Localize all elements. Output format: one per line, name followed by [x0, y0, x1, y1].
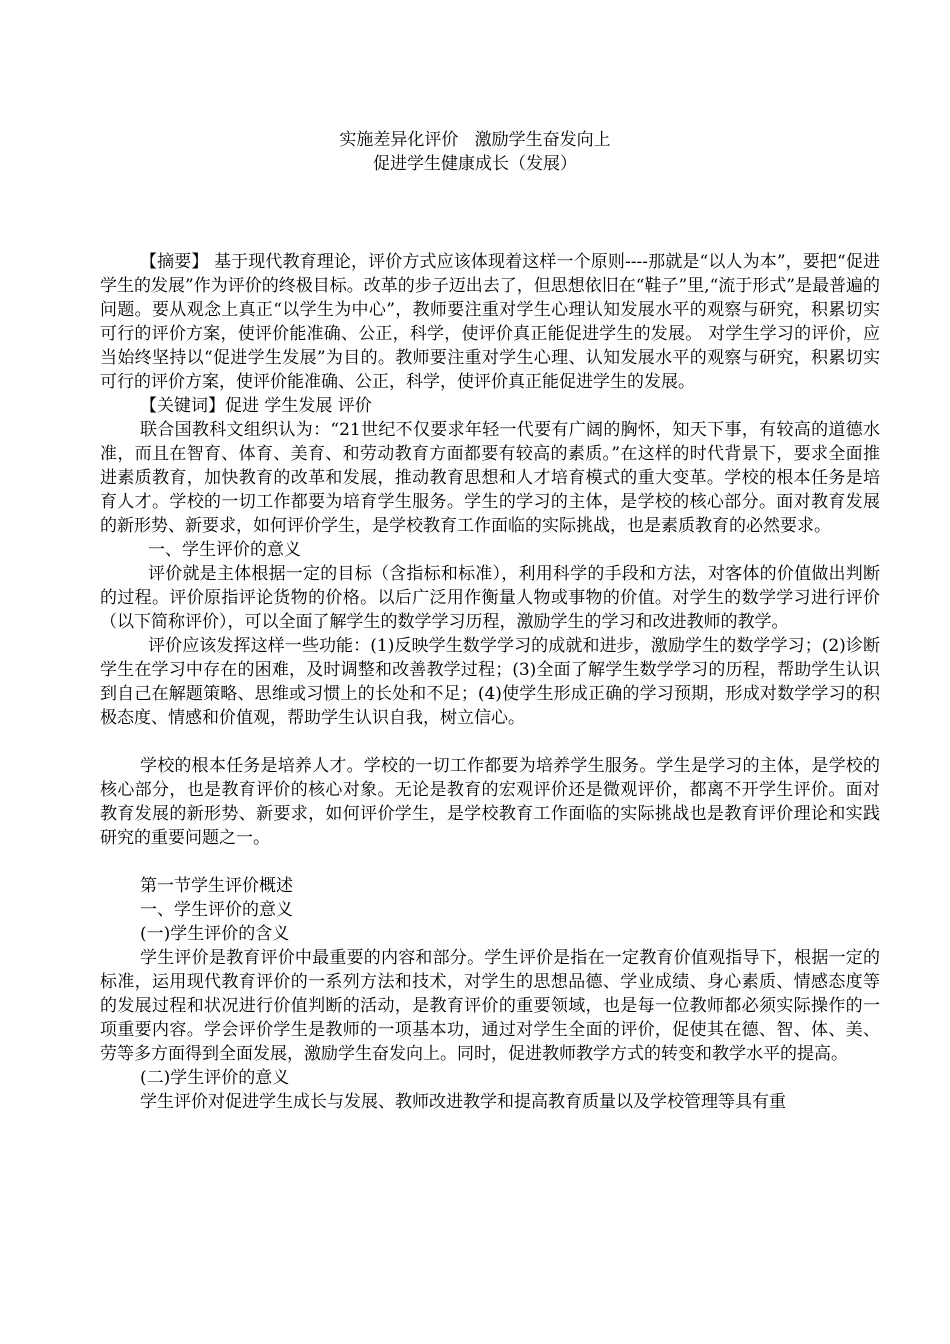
section-heading: 一、学生评价的意义 [148, 540, 301, 560]
document-body [100, 250, 880, 1114]
subsection-heading: (一)学生评价的含义 [140, 924, 290, 944]
keywords-paragraph: 【关键词】促进 学生发展 评价 [140, 396, 372, 416]
title-line-2: 促进学生健康成长（发展） [373, 154, 577, 174]
intro-paragraph: 联合国教科文组织认为：“21世纪不仅要求年轻一代要有广阔的胸怀，知天下事，有较高的道德水准，而且在智育、体育、美育、和劳动教育方面都要有较高的素质。”在这样的时代背景下，要求全面推进素质教育，加快教育的改革和发展，推动教育思想和人才培育模式的重大变革。学校的根本任务是培育人才。学校的一切工作都要为培育学生服务。学生的学习的主体，是学校的核心部分。面对教育发展的新形势、新要求，如何评价学生，是学校教育工作面临的实际挑战，也是素质教育的必然要求。 [100, 420, 880, 536]
school-task-paragraph: 学校的根本任务是培养人才。学校的一切工作都要为培养学生服务。学生是学习的主体，是学校的核心部分，也是教育评价的核心对象。无论是教育的宏观评价还是微观评价，都离不开学生评价。面对教育发展的新形势、新要求，如何评价学生，是学校教育工作面临的实际挑战也是教育评价理论和实践研究的重要问题之一。 [100, 756, 880, 848]
title-line-1: 实施差异化评价 激励学生奋发向上 [339, 130, 611, 150]
subsection-heading: (二)学生评价的意义 [140, 1068, 290, 1088]
functions-paragraph: 评价应该发挥这样一些功能：(1)反映学生数学学习的成就和进步，激励学生的数学学习；(2)诊断学生在学习中存在的困难，及时调整和改善教学过程；(3)全面了解学生数学学习的历程，帮助学生认识到自己在解题策略、思维或习惯上的长处和不足；(4)使学生形成正确的学习预期，形成对数学学习的积极态度、情感和价值观，帮助学生认识自我，树立信心。 [100, 636, 880, 728]
chapter-heading: 第一节学生评价概述 [140, 876, 293, 896]
blank-line [100, 730, 880, 754]
definition-paragraph: 评价就是主体根据一定的目标（含指标和标准），利用科学的手段和方法，对客体的价值做出判断的过程。评价原指评论货物的价格。以后广泛用作衡量人物或事物的价值。对学生的数学学习进行评价（以下简称评价），可以全面了解学生的数学学习历程，激励学生的学习和改进教师的教学。 [100, 564, 880, 632]
abstract-paragraph: 【摘要】 基于现代教育理论，评价方式应该体现着这样一个原则----那就是“以人为本”，要把“促进学生的发展”作为评价的终极目标。改革的步子迈出去了，但思想依旧在“鞋子”里,“流于形式”是最普遍的问题。要从观念上真正“以学生为中心”，教师要注重对学生心理认知发展水平的观察与研究，积累切实可行的评价方案，使评价能准确、公正，科学，使评价真正能促进学生的发展。 对学生学习的评价，应当始终坚持以“促进学生发展”为目的。教师要注重对学生心理、认知发展水平的观察与研究，积累切实可行的评价方案，使评价能准确、公正，科学，使评价真正能促进学生的发展。 [100, 252, 880, 392]
blank-line [100, 850, 880, 874]
significance-paragraph: 学生评价对促进学生成长与发展、教师改进教学和提高教育质量以及学校管理等具有重 [140, 1092, 786, 1112]
section-heading: 一、学生评价的意义 [140, 900, 293, 920]
meaning-paragraph: 学生评价是教育评价中最重要的内容和部分。学生评价是指在一定教育价值观指导下，根据一定的标准，运用现代教育评价的一系列方法和技术，对学生的思想品德、学业成绩、身心素质、情感态度等的发展过程和状况进行价值判断的活动，是教育评价的重要领域，也是每一位教师都必须实际操作的一项重要内容。学会评价学生是教师的一项基本功，通过对学生全面的评价，促使其在德、智、体、美、劳等多方面得到全面发展，激励学生奋发向上。同时，促进教师教学方式的转变和教学水平的提高。 [100, 948, 880, 1064]
